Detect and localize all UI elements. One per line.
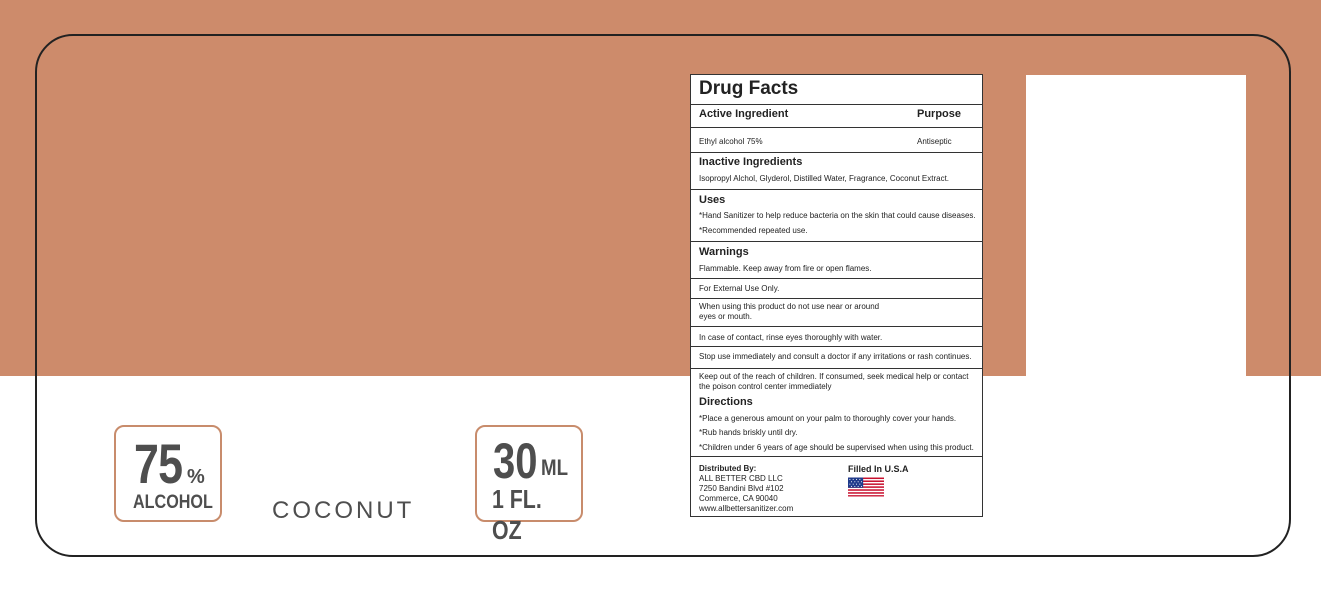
- warnings-row: [691, 326, 982, 346]
- directions-header: Directions: [699, 396, 753, 408]
- label-outline: [35, 34, 1291, 557]
- distributed-by-label: Distributed By:: [699, 464, 757, 473]
- warnings-item: the poison control center immediately: [699, 382, 832, 391]
- us-flag-icon: [848, 477, 884, 497]
- warnings-row: [691, 278, 982, 298]
- alcohol-label: ALCOHOL: [133, 492, 213, 513]
- directions-section: [691, 368, 982, 456]
- active-ingredient-header: Active Ingredient: [699, 108, 789, 120]
- warnings-item: When using this product do not use near or around: [699, 302, 880, 311]
- active-ingredient: Ethyl alcohol 75%: [699, 137, 763, 146]
- warnings-item: For External Use Only.: [699, 284, 780, 293]
- company-name: ALL BETTER CBD LLC: [699, 474, 783, 483]
- uses-item: *Recommended repeated use.: [699, 226, 808, 235]
- filled-in-label: Filled In U.S.A: [848, 464, 909, 474]
- inactive-ingredients-header: Inactive Ingredients: [699, 156, 803, 168]
- warnings-item: Stop use immediately and consult a doctor if any irritations or rash continues.: [699, 352, 972, 361]
- purpose-header: Purpose: [917, 108, 962, 120]
- percent-sign: %: [187, 466, 205, 488]
- alcohol-percent: 75: [134, 432, 183, 495]
- warnings-row: [691, 298, 982, 326]
- warnings-item: eyes or mouth.: [699, 312, 752, 321]
- volume-ml: 30: [493, 433, 538, 489]
- purpose: Antiseptic: [917, 137, 952, 146]
- volume-badge: [475, 425, 583, 545]
- directions-item: *Children under 6 years of age should be supervised when using this product.: [699, 443, 974, 452]
- uses-item: *Hand Sanitizer to help reduce bacteria on the skin that could cause diseases.: [699, 211, 976, 220]
- website: www.allbettersanitizer.com: [699, 504, 794, 513]
- directions-item: *Place a generous amount on your palm to thoroughly cover your hands.: [699, 414, 957, 423]
- address-line: Commerce, CA 90040: [699, 494, 778, 503]
- scent-label: COCONUT: [272, 497, 415, 524]
- warnings-row: [691, 346, 982, 368]
- uses-header: Uses: [699, 194, 726, 206]
- drug-facts-title: Drug Facts: [699, 78, 799, 99]
- warnings-header: Warnings: [699, 246, 749, 258]
- warnings-item: In case of contact, rinse eyes thoroughly with water.: [699, 333, 883, 342]
- directions-item: *Rub hands briskly until dry.: [699, 428, 798, 437]
- drug-facts-panel: [690, 74, 983, 517]
- warnings-item: Flammable. Keep away from fire or open flames.: [699, 264, 872, 273]
- ml-unit: ML: [541, 455, 569, 480]
- distributor-section: [691, 456, 982, 516]
- warnings-section: [691, 241, 982, 278]
- volume-oz: 1 FL. OZ: [492, 484, 542, 545]
- uses-section: [691, 189, 982, 241]
- inactive-ingredients-section: [691, 152, 982, 189]
- active-ingredient-row: [691, 127, 982, 152]
- warnings-item: Keep out of the reach of children. If consumed, seek medical help or contact: [699, 372, 969, 381]
- active-ingredient-header-row: [691, 104, 982, 127]
- inactive-ingredients-text: Isopropyl Alchol, Glyderol, Distilled Water, Fragrance, Coconut Extract.: [699, 174, 950, 183]
- address-line: 7250 Bandini Blvd #102: [699, 484, 784, 493]
- alcohol-badge: [114, 425, 222, 522]
